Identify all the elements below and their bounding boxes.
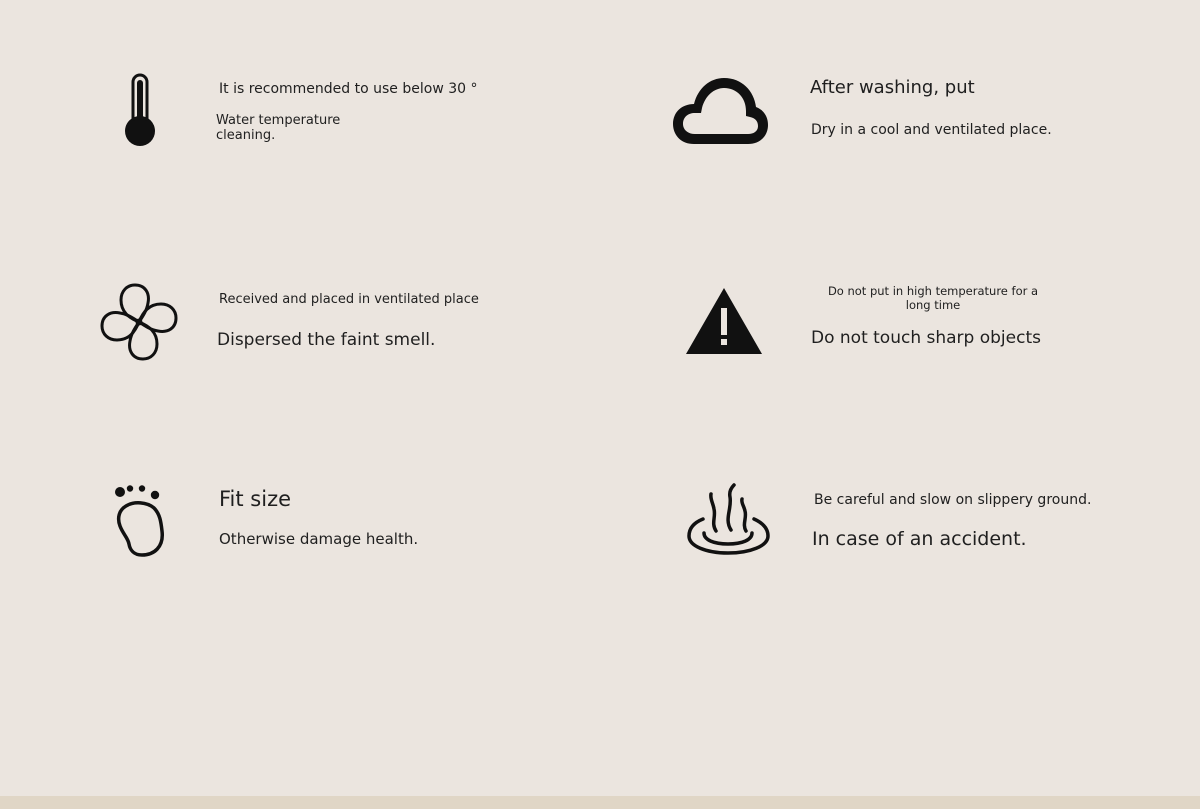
item-5-line2: Otherwise damage health. <box>219 530 419 548</box>
fan-icon <box>98 281 180 363</box>
item-6-line2: In case of an accident. <box>812 528 1027 550</box>
item-3-line2: Dispersed the faint smell. <box>217 330 436 350</box>
item-1-line2: Water temperature cleaning. <box>216 113 341 143</box>
bottom-strip <box>0 796 1200 809</box>
item-5-line1: Fit size <box>219 487 292 511</box>
footprint-icon <box>114 484 166 558</box>
item-1-line1: It is recommended to use below 30 ° <box>219 81 478 97</box>
thermometer-icon <box>118 72 162 150</box>
cloud-icon <box>670 74 770 148</box>
item-4-line1: Do not put in high temperature for a long time <box>827 284 1039 312</box>
hot-spring-icon <box>686 483 772 557</box>
item-3-line1: Received and placed in ventilated place <box>219 292 479 307</box>
item-2-line2: Dry in a cool and ventilated place. <box>811 122 1052 138</box>
warning-icon <box>685 286 763 356</box>
item-6-line1: Be careful and slow on slippery ground. <box>814 492 1092 508</box>
item-2-line1: After washing, put <box>810 77 975 98</box>
item-4-line2: Do not touch sharp objects <box>811 328 1041 348</box>
